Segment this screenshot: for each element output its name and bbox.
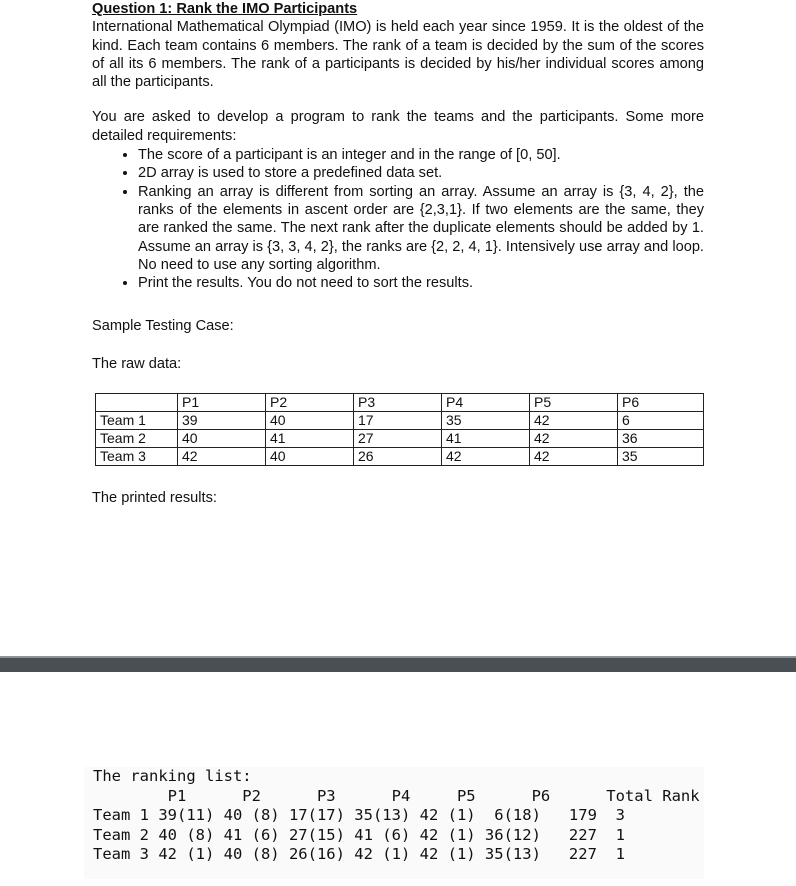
list-item: • The score of a participant is an integer and in the range of [0, 50]. xyxy=(138,146,704,164)
table-cell: 42 xyxy=(530,430,618,448)
table-header: P5 xyxy=(530,394,618,412)
console-header: P1 P2 P3 P4 P5 P6 Total Rank xyxy=(93,786,700,805)
table-cell: 40 xyxy=(266,412,354,430)
table-cell: Team 1 xyxy=(96,412,178,430)
table-header: P2 xyxy=(266,394,354,412)
table-row xyxy=(96,412,704,430)
table-cell: 36 xyxy=(618,430,704,448)
page-separator xyxy=(0,658,796,672)
console-line: Team 1 39(11) 40 (8) 17(17) 35(13) 42 (1) 6(18) 179 3 xyxy=(93,806,625,825)
table-cell: 41 xyxy=(442,430,530,448)
table-cell: 35 xyxy=(442,412,530,430)
printed-results-label: The printed results: xyxy=(92,490,217,506)
table-cell: 6 xyxy=(618,412,704,430)
table-header: P6 xyxy=(618,394,704,412)
table-cell xyxy=(96,394,178,412)
table-header: P3 xyxy=(354,394,442,412)
table-cell: 39 xyxy=(178,412,266,430)
table-header: P1 xyxy=(178,394,266,412)
table-cell: 41 xyxy=(266,430,354,448)
table-cell: 42 xyxy=(530,448,618,466)
task-paragraph: You are asked to develop a program to rank the teams and the participants. Some more detailed requirements: xyxy=(92,109,704,144)
question-title: Question 1: Rank the IMO Participants xyxy=(92,1,358,17)
table-header-row xyxy=(96,394,704,412)
table-cell: Team 3 xyxy=(96,448,178,466)
document-body xyxy=(92,0,704,292)
table-cell: Team 2 xyxy=(96,430,178,448)
table-cell: 40 xyxy=(178,430,266,448)
raw-data-label: The raw data: xyxy=(92,356,182,372)
console-line: Team 3 42 (1) 40 (8) 26(16) 42 (1) 42 (1) 35(13) 227 1 xyxy=(93,845,625,864)
table-cell: 35 xyxy=(618,448,704,466)
intro-paragraph: International Mathematical Olympiad (IMO) is held each year since 1959. It is the oldest of the kind. Each team contains 6 members. The rank of a team is decided by the sum of the scores of all its 6 members. The rank of a participants is decided by his/her individual scores among all the participants. xyxy=(92,19,704,91)
list-item: • Ranking an array is different from sorting an array. Assume an array is {3, 4, 2}, the ranks of the elements in ascent order are {2,3,1}. If two elements are the same, they are ranked the same. The next rank after the duplicate elements should be added by 1. Assume an array is {3, 3, 4, 2}, the ranks are {2, 2, 4, 1}. Intensively use array and loop. No need to use any sorting algorithm. xyxy=(138,183,704,274)
table-cell: 42 xyxy=(530,412,618,430)
sample-label: Sample Testing Case: xyxy=(92,318,234,334)
list-item: • Print the results. You do not need to sort the results. xyxy=(138,274,704,292)
list-item: • 2D array is used to store a predefined data set. xyxy=(138,164,704,182)
table-row xyxy=(96,430,704,448)
table-cell: 26 xyxy=(354,448,442,466)
table-cell: 27 xyxy=(354,430,442,448)
console-line: Team 2 40 (8) 41 (6) 27(15) 41 (6) 42 (1) 36(12) 227 1 xyxy=(93,825,625,844)
console-output xyxy=(93,767,700,865)
table-cell: 42 xyxy=(178,448,266,466)
table-cell: 42 xyxy=(442,448,530,466)
table-cell: 40 xyxy=(266,448,354,466)
raw-data-table xyxy=(95,393,704,466)
table-row xyxy=(96,448,704,466)
table-cell: 17 xyxy=(354,412,442,430)
table-header: P4 xyxy=(442,394,530,412)
requirements-list xyxy=(92,146,704,292)
console-title: The ranking list: xyxy=(93,767,252,785)
